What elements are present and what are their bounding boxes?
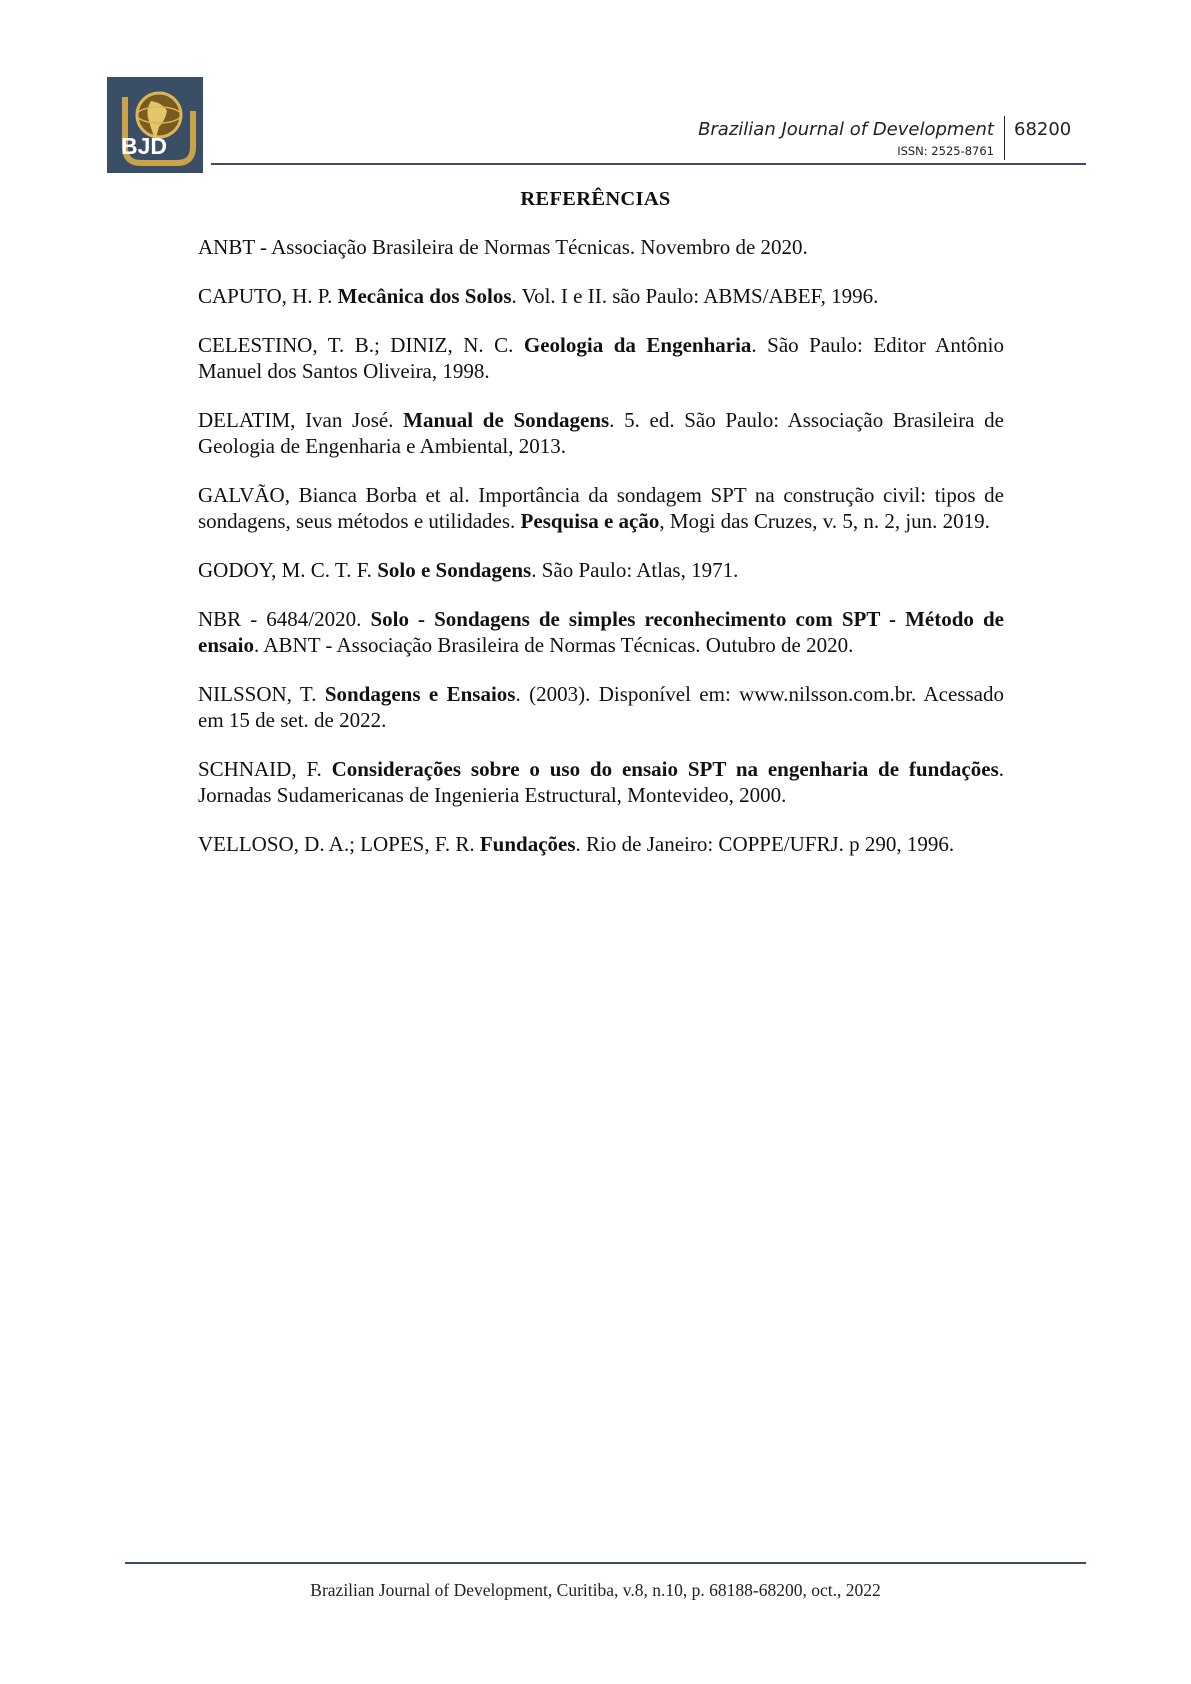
reference-title: Fundações: [479, 832, 576, 856]
reference-item: [198, 234, 1004, 260]
reference-list: [198, 234, 1004, 880]
reference-title: Considerações sobre o uso do ensaio SPT na engenharia de fundações: [331, 757, 999, 781]
reference-title: Geologia da Engenharia: [523, 333, 752, 357]
reference-text: . Rio de Janeiro: COPPE/UFRJ. p 290, 1996.: [575, 832, 955, 856]
reference-text: VELLOSO, D. A.; LOPES, F. R.: [198, 832, 480, 856]
reference-item: [198, 756, 1004, 808]
reference-text: NILSSON, T.: [198, 682, 325, 706]
footer-rule: [125, 1562, 1086, 1564]
reference-item: [198, 407, 1004, 459]
reference-item: [198, 482, 1004, 534]
logo-text: BJD: [121, 133, 168, 159]
reference-item: [198, 283, 1004, 309]
journal-logo: [107, 77, 203, 173]
reference-text: . Jornadas Sudamericanas de Ingenieria Estructural, Montevideo, 2000.: [198, 757, 1004, 807]
section-title: REFERÊNCIAS: [520, 188, 671, 210]
reference-text: GODOY, M. C. T. F.: [198, 558, 378, 582]
reference-text: . Vol. I e II. são Paulo: ABMS/ABEF, 1996.: [511, 284, 879, 308]
reference-text: CAPUTO, H. P.: [198, 284, 338, 308]
reference-text: . São Paulo: Editor Antônio Manuel dos Santos Oliveira, 1998.: [198, 333, 1004, 383]
reference-item: [198, 606, 1004, 658]
header-divider: [1004, 116, 1005, 160]
reference-title: Manual de Sondagens: [403, 408, 610, 432]
reference-text: NBR - 6484/2020.: [198, 607, 371, 631]
footer-citation: Brazilian Journal of Development, Curitiba, v.8, n.10, p. 68188-68200, oct., 2022: [310, 1580, 881, 1600]
reference-title: Solo - Sondagens de simples reconhecimento com SPT - Método de ensaio: [198, 607, 1004, 657]
reference-title: Mecânica dos Solos: [337, 284, 512, 308]
reference-text: CELESTINO, T. B.; DINIZ, N. C.: [198, 333, 524, 357]
reference-text: . 5. ed. São Paulo: Associação Brasileira de Geologia de Engenharia e Ambiental, 2013.: [198, 408, 1004, 458]
reference-item: [198, 681, 1004, 733]
reference-text: . São Paulo: Atlas, 1971.: [531, 558, 739, 582]
reference-item: [198, 332, 1004, 384]
reference-text: SCHNAID, F.: [198, 757, 332, 781]
reference-text: . (2003). Disponível em: www.nilsson.com.br. Acessado em 15 de set. de 2022.: [198, 682, 1004, 732]
reference-text: GALVÃO, Bianca Borba et al. Importância da sondagem SPT na construção civil: tipos de sondagens, seus métodos e utilidades.: [198, 483, 1004, 533]
page-number: 68200: [1014, 119, 1072, 140]
reference-item: [198, 557, 1004, 583]
reference-title: Solo e Sondagens: [377, 558, 532, 582]
reference-text: ANBT - Associação Brasileira de Normas Técnicas. Novembro de 2020.: [198, 235, 808, 259]
reference-text: . ABNT - Associação Brasileira de Normas Técnicas. Outubro de 2020.: [254, 633, 854, 657]
reference-text: DELATIM, Ivan José.: [198, 408, 404, 432]
journal-name: Brazilian Journal of Development: [698, 119, 994, 140]
reference-item: [198, 831, 1004, 857]
issn: ISSN: 2525-8761: [897, 144, 994, 158]
reference-title: Sondagens e Ensaios: [324, 682, 516, 706]
reference-text: , Mogi das Cruzes, v. 5, n. 2, jun. 2019.: [659, 509, 990, 533]
reference-title: Pesquisa e ação: [520, 509, 660, 533]
header-rule: [211, 163, 1086, 165]
